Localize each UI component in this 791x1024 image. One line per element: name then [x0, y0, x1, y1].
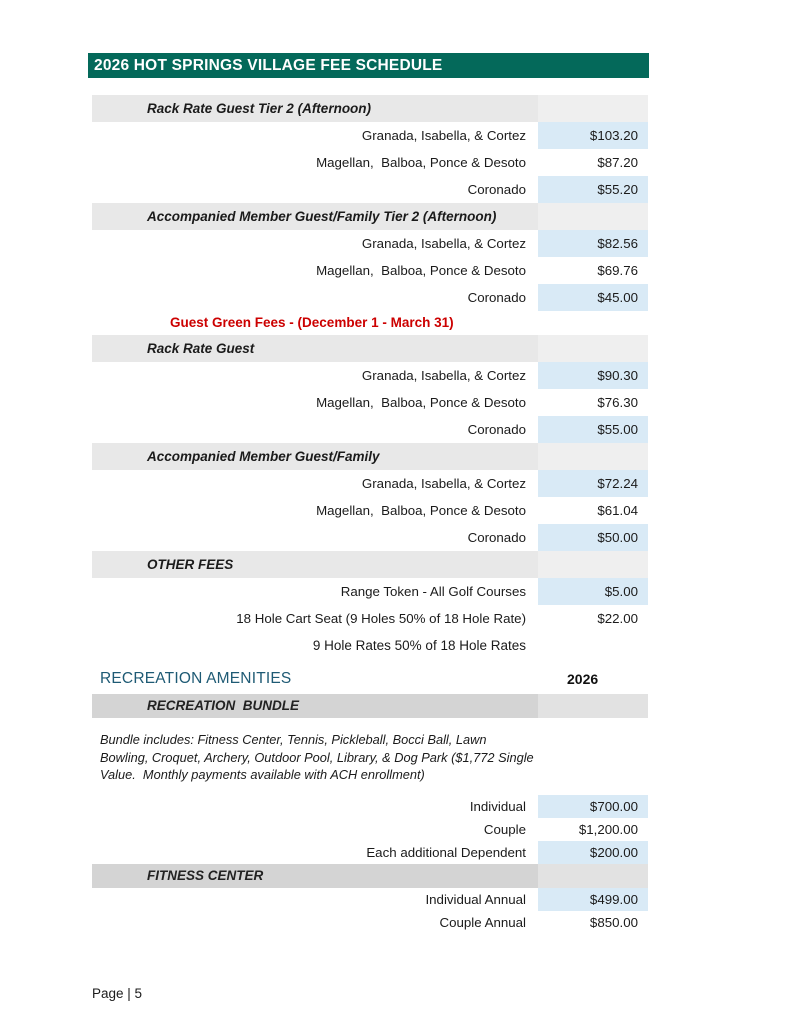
section-header-bar	[92, 443, 648, 470]
bundle-description-line: Value. Monthly payments available with ACH enrollment)	[100, 767, 425, 782]
note-label: 9 Hole Rates 50% of 18 Hole Rates	[312, 638, 526, 653]
fee-schedule-title-bar: 2026 HOT SPRINGS VILLAGE FEE SCHEDULE	[88, 53, 649, 78]
fee-row	[92, 389, 648, 416]
fee-row	[92, 524, 648, 551]
section-header-bar	[92, 335, 648, 362]
recreation-year-label: 2026	[567, 671, 599, 687]
section-header-label: OTHER FEES	[92, 551, 538, 578]
fee-amount-cell: $45.00	[538, 284, 648, 311]
fee-amount-cell: $1,200.00	[578, 821, 638, 837]
page-footer: Page | 5	[92, 986, 143, 1001]
fee-row-label: Coronado	[467, 422, 526, 437]
recreation-fee-table	[92, 694, 648, 934]
season-heading: Guest Green Fees - (December 1 - March 31)	[170, 315, 454, 330]
fee-row-label: Each additional Dependent	[366, 844, 526, 860]
section-header-bar	[92, 694, 648, 718]
section-header-label: Rack Rate Guest Tier 2 (Afternoon)	[92, 95, 538, 122]
fee-row	[92, 257, 648, 284]
fee-row-label: Granada, Isabella, & Cortez	[361, 368, 526, 383]
fee-row-label: Granada, Isabella, & Cortez	[361, 476, 526, 491]
section-header-label: Accompanied Member Guest/Family	[92, 443, 538, 470]
fee-row-label: Individual	[469, 798, 526, 814]
fee-row	[92, 122, 648, 149]
fee-row	[92, 911, 648, 934]
fee-row-label: Magellan, Balboa, Ponce & Desoto	[316, 155, 526, 170]
fee-row-label: Individual Annual	[425, 891, 526, 907]
section-header-bar	[92, 551, 648, 578]
fee-row-label: Magellan, Balboa, Ponce & Desoto	[316, 263, 526, 278]
fee-row	[92, 176, 648, 203]
fee-amount-cell: $87.20	[597, 155, 638, 170]
note-row	[92, 632, 648, 659]
fee-row	[92, 470, 648, 497]
empty-amount-cell	[538, 632, 648, 659]
section-header-bar	[92, 203, 648, 230]
fee-row-label: Granada, Isabella, & Cortez	[361, 128, 526, 143]
fee-row	[92, 818, 648, 841]
fee-row-label: Coronado	[467, 290, 526, 305]
fee-amount-cell: $69.76	[597, 263, 638, 278]
fee-amount-cell: $850.00	[589, 914, 638, 930]
bundle-description-line: Bowling, Croquet, Archery, Outdoor Pool, Library, & Dog Park ($1,772 Single	[100, 749, 534, 765]
fee-row	[92, 578, 648, 605]
section-header-tail	[538, 694, 648, 718]
fee-amount-cell: $72.24	[538, 470, 648, 497]
section-header-label: Accompanied Member Guest/Family Tier 2 (Afternoon)	[92, 203, 538, 230]
fee-row	[92, 605, 648, 632]
fee-amount-cell: $50.00	[538, 524, 648, 551]
section-header-bar	[92, 864, 648, 888]
fee-amount-cell: $499.00	[538, 888, 648, 911]
fee-row	[92, 149, 648, 176]
section-header-bar	[92, 95, 648, 122]
fee-amount-cell: $90.30	[538, 362, 648, 389]
fee-row	[92, 284, 648, 311]
fee-amount-cell: $22.00	[597, 611, 638, 626]
fee-amount-cell: $5.00	[538, 578, 648, 605]
fee-row	[92, 795, 648, 818]
section-header-label: FITNESS CENTER	[92, 864, 538, 888]
section-header-label: Rack Rate Guest	[92, 335, 538, 362]
fee-amount-cell: $61.04	[597, 503, 638, 518]
fee-row-label: Magellan, Balboa, Ponce & Desoto	[316, 503, 526, 518]
section-header-tail	[538, 95, 648, 122]
fee-row-label: Granada, Isabella, & Cortez	[361, 236, 526, 251]
fee-row-label: Coronado	[467, 182, 526, 197]
bundle-description	[100, 731, 648, 784]
fee-amount-cell: $55.00	[538, 416, 648, 443]
fee-row	[92, 230, 648, 257]
fee-row-label: Couple	[483, 821, 526, 837]
section-header-tail	[538, 335, 648, 362]
section-header-tail	[538, 864, 648, 888]
fee-row	[92, 497, 648, 524]
fee-row-label: Range Token - All Golf Courses	[340, 584, 526, 599]
fee-row-label: 18 Hole Cart Seat (9 Holes 50% of 18 Hole Rate)	[236, 611, 526, 626]
fee-row-label: Couple Annual	[439, 914, 526, 930]
recreation-amenities-title: RECREATION AMENITIES	[100, 670, 292, 687]
fee-amount-cell: $76.30	[597, 395, 638, 410]
fee-amount-cell: $200.00	[538, 841, 648, 864]
fee-amount-cell: $103.20	[538, 122, 648, 149]
bundle-description-line: Bundle includes: Fitness Center, Tennis, Pickleball, Bocci Ball, Lawn	[100, 732, 487, 747]
fee-row-label: Coronado	[467, 530, 526, 545]
fee-amount-cell: $700.00	[538, 795, 648, 818]
fee-row	[92, 362, 648, 389]
fee-row	[92, 841, 648, 864]
section-header-tail	[538, 203, 648, 230]
golf-fee-table	[92, 95, 648, 659]
fee-row	[92, 416, 648, 443]
fee-amount-cell: $55.20	[538, 176, 648, 203]
fee-amount-cell: $82.56	[538, 230, 648, 257]
section-header-tail	[538, 551, 648, 578]
fee-row-label: Magellan, Balboa, Ponce & Desoto	[316, 395, 526, 410]
section-header-label: RECREATION BUNDLE	[92, 694, 538, 718]
fee-row	[92, 888, 648, 911]
section-header-tail	[538, 443, 648, 470]
